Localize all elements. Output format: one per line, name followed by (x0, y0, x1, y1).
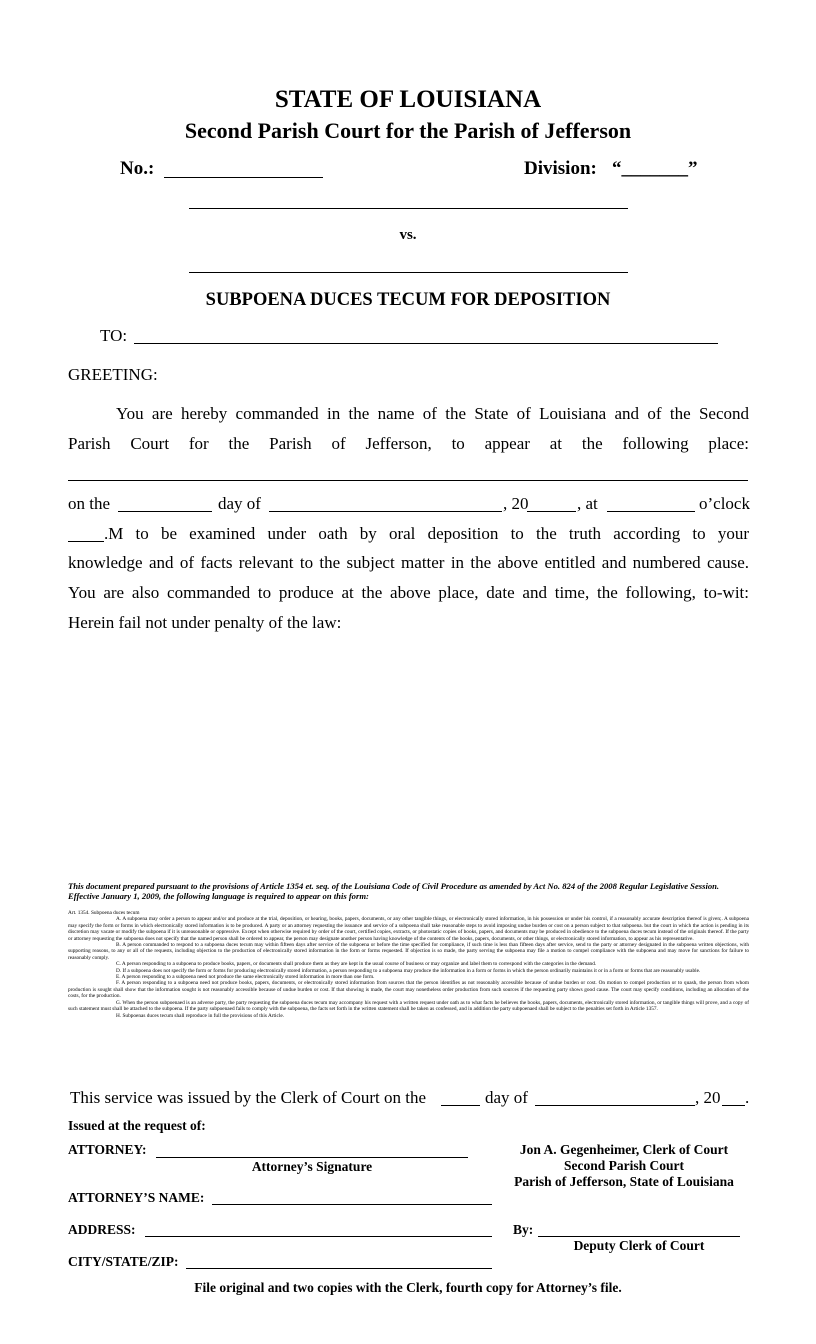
article-para-b: B. A person commanded to respond to a subpoena duces tecum may within fifteen days after service of the subpoena or before the time specified for compliance, if such time is less than fifteen days after service, send to the party or attorney designated in the subpoena written objections, with supporting reasons, to any or all of the requests, including objection to the production of electronically stored information in the form or forms requested. If objection is so made, the party serving the subpoena may file a motion to compel compliance with the subpoena and may move for sanctions for failure to reasonably comply. (68, 942, 749, 961)
case-number-field[interactable] (164, 177, 323, 178)
service-issued-text: This service was issued by the Clerk of Court on the (70, 1088, 426, 1107)
plaintiff-field[interactable] (189, 208, 628, 209)
article-title: Art. 1354. Subpoena duces tecum (68, 910, 140, 916)
month-field[interactable] (269, 511, 502, 512)
day-number-field[interactable] (118, 511, 212, 512)
service-month-field[interactable] (535, 1105, 695, 1106)
service-day-of: day of (485, 1088, 528, 1107)
article-para-g: G. When the person subpoenaed is an adverse party, the party requesting the subpoena duces tecum may accompany his request with a written request under oath as to what facts he believes the books, papers, documents, electronically stored information, or tangible things will prove, and a copy of such statement must shall be attached to the subpoena. If the party subpoenaed fails to comply with the subpoena, the facts set forth in the written statement shall be taken as confessed, and in addition the party subpoenaed shall be subject to the penalties set forth in Article 1357. (68, 999, 749, 1013)
article-para-e: E. A person responding to a subpoena need not produce the same electronically stored information in more than one form. (116, 974, 375, 981)
attorney-signature-caption: Attorney’s Signature (251, 1159, 373, 1174)
deputy-signature-field[interactable] (538, 1236, 740, 1237)
defendant-field[interactable] (189, 272, 628, 273)
article-para-d: D. If a subpoena does not specify the form or forms for producing electronically stored information, a person responding to a subpoena may produce the information in a form or forms in which the person ordinarily maintains it or in a form or forms that are reasonably usable. (116, 967, 701, 974)
service-year-field[interactable] (722, 1105, 745, 1106)
body-line-7: Herein fail not under penalty of the law: (68, 613, 342, 632)
on-the-label: on the (68, 494, 111, 513)
attorney-name-field[interactable] (212, 1204, 492, 1205)
body-line-5: knowledge and of facts relevant to the subject matter in the above entitled and numbered cause. (68, 553, 749, 572)
city-state-zip-field[interactable] (186, 1268, 492, 1269)
issued-request-label: Issued at the request of: (68, 1118, 206, 1133)
article-para-f: F. A person responding to a subpoena need not produce books, papers, documents, or electronically stored information from sources that the person identifies as not reasonably accessible because of undue burden or cost. On motion to compel production or to quash, the person from whom production is sought shall show that the information sought is not reasonably accessible because of undue burden or cost. If that showing is made, the court may nonetheless order production from such sources if the requesting party shows good cause. The court may specify conditions, including an allocation of the costs, for the production. (68, 980, 749, 1000)
attorney-name-label: ATTORNEY’S NAME: (68, 1190, 205, 1205)
service-day-field[interactable] (441, 1105, 480, 1106)
place-field[interactable] (68, 480, 748, 481)
body-line-1: You are hereby commanded in the name of the State of Louisiana and of the Second (116, 404, 749, 423)
time-field[interactable] (607, 511, 695, 512)
to-field[interactable] (134, 343, 718, 344)
deputy-clerk-caption: Deputy Clerk of Court (573, 1238, 705, 1253)
by-label: By: (513, 1222, 534, 1237)
state-title: STATE OF LOUISIANA (274, 86, 542, 113)
legal-note: This document prepared pursuant to the provisions of Article 1354 et. seq. of the Louisiana Code of Civil Procedure as amended by Act No. 824 of the 2008 Regular Legislative Session. Effective January 1, 2009, the following language is required to appear on this form: (68, 881, 720, 901)
clerk-parish: Parish of Jefferson, State of Louisiana (514, 1174, 734, 1189)
address-label: ADDRESS: (68, 1222, 136, 1237)
legal-article (68, 910, 749, 1062)
day-of-label: day of (218, 494, 261, 513)
clerk-court: Second Parish Court (563, 1158, 684, 1173)
am-pm-field[interactable] (68, 541, 104, 542)
division-label: Division: (524, 158, 597, 179)
city-state-zip-label: CITY/STATE/ZIP: (68, 1254, 179, 1269)
address-field[interactable] (145, 1236, 492, 1237)
body-line-6: You are also commanded to produce at the above place, date and time, the following, to-wit: (68, 583, 749, 602)
attorney-signature-field[interactable] (156, 1157, 468, 1158)
year-prefix: , 20 (503, 494, 529, 513)
service-period: . (745, 1088, 750, 1107)
clerk-name: Jon A. Gegenheimer, Clerk of Court (519, 1142, 729, 1157)
versus-label: vs. (399, 227, 417, 243)
attorney-label: ATTORNEY: (68, 1142, 147, 1157)
oclock-label: o’clock (699, 494, 750, 513)
to-label: TO: (100, 326, 128, 345)
body-line-2: Parish Court for the Parish of Jefferson, to appear at the following place: (68, 434, 749, 453)
greeting: GREETING: (68, 365, 158, 384)
court-title: Second Parish Court for the Parish of Jefferson (184, 118, 632, 143)
service-year-prefix: , 20 (695, 1088, 721, 1107)
form-title: SUBPOENA DUCES TECUM FOR DEPOSITION (205, 290, 611, 310)
article-para-a: A. A subpoena may order a person to appear and/or and produce at the trial, deposition, or hearing, books, papers, documents, or any other tangible things, or electronically stored information, in his possession or under his control, if a reasonably accurate description thereof is given;. A subpoena may specify the form or forms in which electronically stored information is to be produced. A party or an attorney requesting the issuance and service of a subpoena shall take reasonable steps to avoid imposing undue burden or cost on a person subject to that subpoena. but the court in which the action is pending in its discretion may vacate or modify the subpoena if it is unreasonable or oppressive. Except when otherwise required by order of the court, certified copies, extracts, or photostatic copies of books, papers, and documents may be produced in obedience to the subpoena duces tecum instead of the originals thereof. If the party or attorney requesting the subpoena does not specify that the named person shall be ordered to appear, the person may designate another person having knowledge of the contents of the books, papers, documents, or other things, or electronically stored information, to appear as his representative. (68, 916, 749, 942)
division-field[interactable]: “_______” (612, 158, 698, 179)
case-number-label: No.: (120, 158, 155, 179)
footer-note: File original and two copies with the Clerk, fourth copy for Attorney’s file. (194, 1280, 622, 1295)
body-line-4: .M to be examined under oath by oral deposition to the truth according to your (104, 524, 749, 543)
at-label: , at (577, 494, 598, 513)
article-para-h: H. Subpoenas duces tecum shall reproduce in full the provisions of this Article. (116, 1012, 284, 1019)
year-field[interactable] (527, 511, 576, 512)
article-para-c: C. A person responding to a subpoena to produce books, papers, or documents shall produce them as they are kept in the usual course of business or may organize and label them to correspond with the categories in the demand. (116, 961, 597, 968)
